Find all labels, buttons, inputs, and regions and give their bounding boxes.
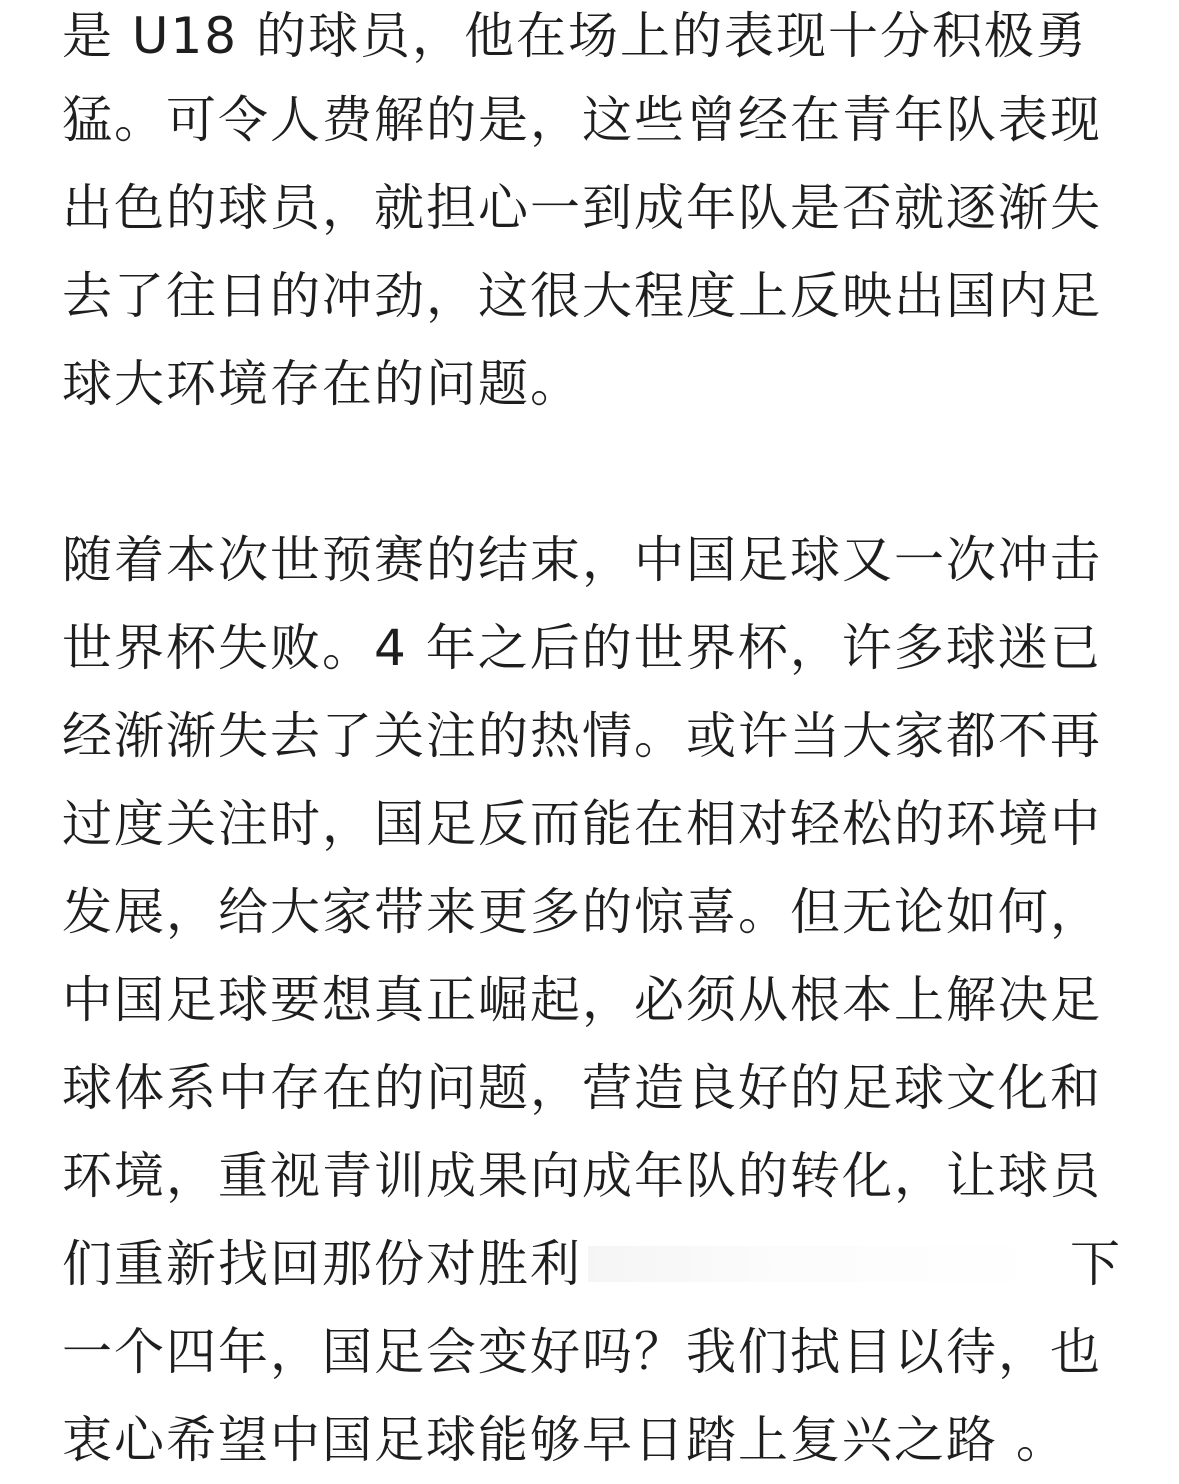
- text-line: 随着本次世预赛的结束，中国足球又一次冲击: [62, 531, 1102, 589]
- text-left: [62, 1220, 1056, 1308]
- article-body: [62, 0, 1122, 1484]
- paragraph-gap: [62, 428, 1122, 516]
- text-line: 出色的球员，就担心一到成年队是否就逐渐失: [62, 179, 1102, 237]
- text-line: 世界杯失败。4 年之后的世界杯，许多球迷已: [62, 619, 1102, 677]
- text-line-end: 下: [1070, 1235, 1122, 1293]
- text-line: 去了往日的冲劲，这很大程度上反映出国内足: [62, 267, 1102, 325]
- text-line: 衷心希望中国足球能够早日踏上复兴之路 。: [62, 1411, 1068, 1469]
- blurred-region: [588, 1246, 1048, 1282]
- text-line: 环境，重视青训成果向成年队的转化，让球员: [62, 1147, 1102, 1205]
- text-line: 一个四年，国足会变好吗？我们拭目以待，也: [62, 1323, 1102, 1381]
- text-line: 猛。可令人费解的是，这些曾经在青年队表现: [62, 91, 1102, 149]
- text-line: 球大环境存在的问题。: [62, 355, 582, 413]
- text-line: 过度关注时，国足反而能在相对轻松的环境中: [62, 795, 1102, 853]
- text-line: 是 U18 的球员，他在场上的表现十分积极勇: [62, 7, 1089, 65]
- text-line: 经渐渐失去了关注的热情。或许当大家都不再: [62, 707, 1102, 765]
- text-line-with-blur: [62, 1220, 1122, 1308]
- text-line: 球体系中存在的问题，营造良好的足球文化和: [62, 1059, 1102, 1117]
- text-line: 中国足球要想真正崛起，必须从根本上解决足: [62, 971, 1102, 1029]
- text-line-start: 们重新找回那份对胜利: [62, 1235, 582, 1293]
- text-line: 发展，给大家带来更多的惊喜。但无论如何，: [62, 883, 1102, 941]
